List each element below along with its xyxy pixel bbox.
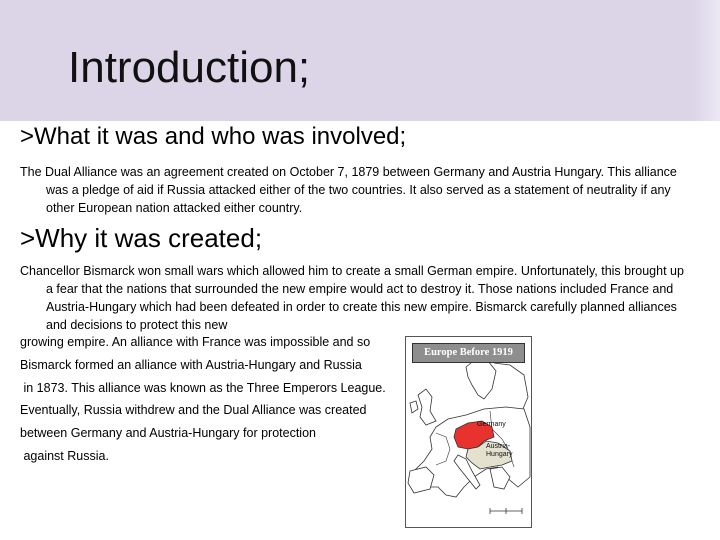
title-band-edge [694, 0, 720, 121]
map-iberia [408, 467, 434, 493]
map-ireland [410, 401, 418, 413]
map-scandinavia [466, 359, 496, 399]
europe-map-svg [406, 337, 531, 527]
text-line: Bismarck formed an alliance with Austria-Hungary and Russia [20, 358, 362, 372]
map-label-austria-hungary: Austria-Hungary [486, 443, 513, 458]
map-britain [418, 389, 436, 425]
section-heading-why: >Why it was created; [20, 223, 263, 253]
europe-map-figure [405, 336, 532, 528]
section-text-what: The Dual Alliance was an agreement created on October 7, 1879 between Germany and Austria Hungary. This alliance was a pledge of aid if Russia attacked either of the two countries. It also served as a statement of neutrality if any other European nation attacked either country. [20, 165, 677, 215]
text-line: growing empire. An alliance with France was impossible and so [20, 335, 371, 349]
slide-title: Introduction; [68, 43, 311, 92]
text-line: in 1873. This alliance was known as the Three Emperors League. [20, 381, 386, 395]
section-heading-what: >What it was and who was involved; [20, 123, 407, 150]
text-line: against Russia. [20, 449, 109, 463]
map-coastline-north [494, 363, 528, 411]
text-line: between Germany and Austria-Hungary for protection [20, 426, 316, 440]
text-line: Eventually, Russia withdrew and the Dual Alliance was created [20, 403, 367, 417]
map-label-germany: Germany [477, 421, 506, 428]
map-title: Europe Before 1919 [412, 343, 525, 363]
section-text-why: Chancellor Bismarck won small wars which allowed him to create a small German empire. Unfortunately, this brought up a fear that the nations that surrounded the new empire would act to destroy it. Those nations included France and Austria-Hungary which had been defeated in order to create this new empire. Bismarck carefully planned alliances and decisions to protect this new [20, 264, 684, 332]
